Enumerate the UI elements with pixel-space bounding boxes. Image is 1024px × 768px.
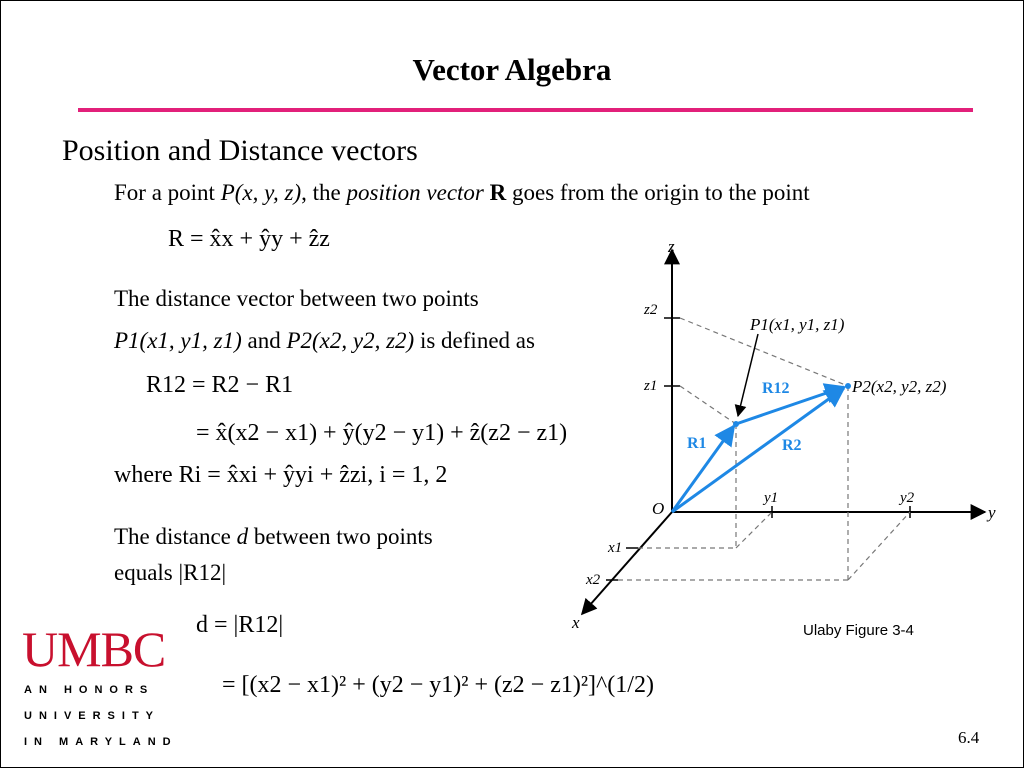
logo-line-3: IN MARYLAND: [24, 736, 178, 748]
logo-line-1: AN HONORS: [24, 684, 155, 696]
construction-lines: [618, 318, 910, 580]
y2-label: y2: [900, 490, 915, 506]
intro-pre: For a point: [114, 180, 221, 205]
distance-p1: P1(x1, y1, z1): [114, 328, 242, 353]
r12-equation-line-1: R12 = R2 − R1: [146, 372, 294, 398]
point-p1-dot: [733, 421, 739, 427]
distance-p2: P2(x2, y2, z2): [286, 328, 415, 353]
position-equation: [168, 226, 330, 253]
where-equation: where Ri = x̂xi + ŷyi + ẑzi, i = 1, 2: [114, 462, 448, 488]
r1-label: R1: [687, 435, 707, 452]
figure-caption: Ulaby Figure 3-4: [803, 622, 914, 639]
distance-post: is defined as: [419, 328, 535, 353]
intro-term: position vector: [346, 180, 484, 205]
z2-label: z2: [644, 302, 658, 318]
distance-line-2: [114, 328, 535, 354]
point-p2-dot: [845, 383, 851, 389]
d-equation-line-2: = [(x2 − x1)² + (y2 − y1)² + (z2 − z1)²]^(1/2): [222, 672, 654, 698]
x2-label: x2: [586, 572, 601, 588]
d-equation-line-1: d = |R12|: [196, 612, 284, 638]
distance-d-symbol: d: [236, 524, 249, 549]
p2-label: P2(x2, y2, z2): [852, 377, 947, 396]
slide-title: Vector Algebra: [412, 52, 612, 87]
origin-label: O: [652, 499, 665, 518]
p1-label: P1(x1, y1, z1): [750, 315, 845, 334]
y-axis-label: y: [988, 503, 996, 522]
intro-point: P(x, y, z): [220, 180, 302, 205]
r2-label: R2: [782, 437, 802, 454]
vector-r12: [736, 387, 844, 424]
x1-label: x1: [608, 540, 623, 556]
p1-pointer: [738, 334, 758, 416]
distance-and: and: [247, 328, 281, 353]
distance-d-post: between two points: [248, 524, 433, 549]
x-axis-label: x: [572, 613, 580, 632]
page-number: 6.4: [958, 728, 980, 747]
intro-symbol: R: [489, 180, 507, 205]
distance-d-line-2: equals |R12|: [114, 560, 227, 585]
logo-line-2: UNIVERSITY: [24, 710, 161, 722]
intro-post: goes from the origin to the point: [506, 180, 810, 205]
z1-label: z1: [644, 378, 658, 394]
r12-equation-line-2: = x̂(x2 − x1) + ŷ(y2 − y1) + ẑ(z2 − z1): [196, 420, 568, 446]
z-axis-label: z: [668, 237, 675, 256]
umbc-logo: UMBC: [22, 621, 166, 677]
title-divider: [78, 108, 973, 112]
section-heading: Position and Distance vectors: [62, 134, 418, 167]
distance-d-pre: The distance: [114, 524, 237, 549]
y1-label: y1: [764, 490, 779, 506]
distance-d-line-1: [114, 524, 433, 550]
intro-mid: , the: [301, 180, 347, 205]
coordinate-figure: [560, 230, 1010, 640]
r12-label: R12: [762, 380, 790, 397]
distance-line-1: The distance vector between two points: [114, 286, 479, 311]
intro-sentence: [114, 180, 810, 206]
position-equation-text: R = x̂x + ŷy + ẑz: [168, 226, 330, 252]
x-axis: [582, 512, 672, 614]
